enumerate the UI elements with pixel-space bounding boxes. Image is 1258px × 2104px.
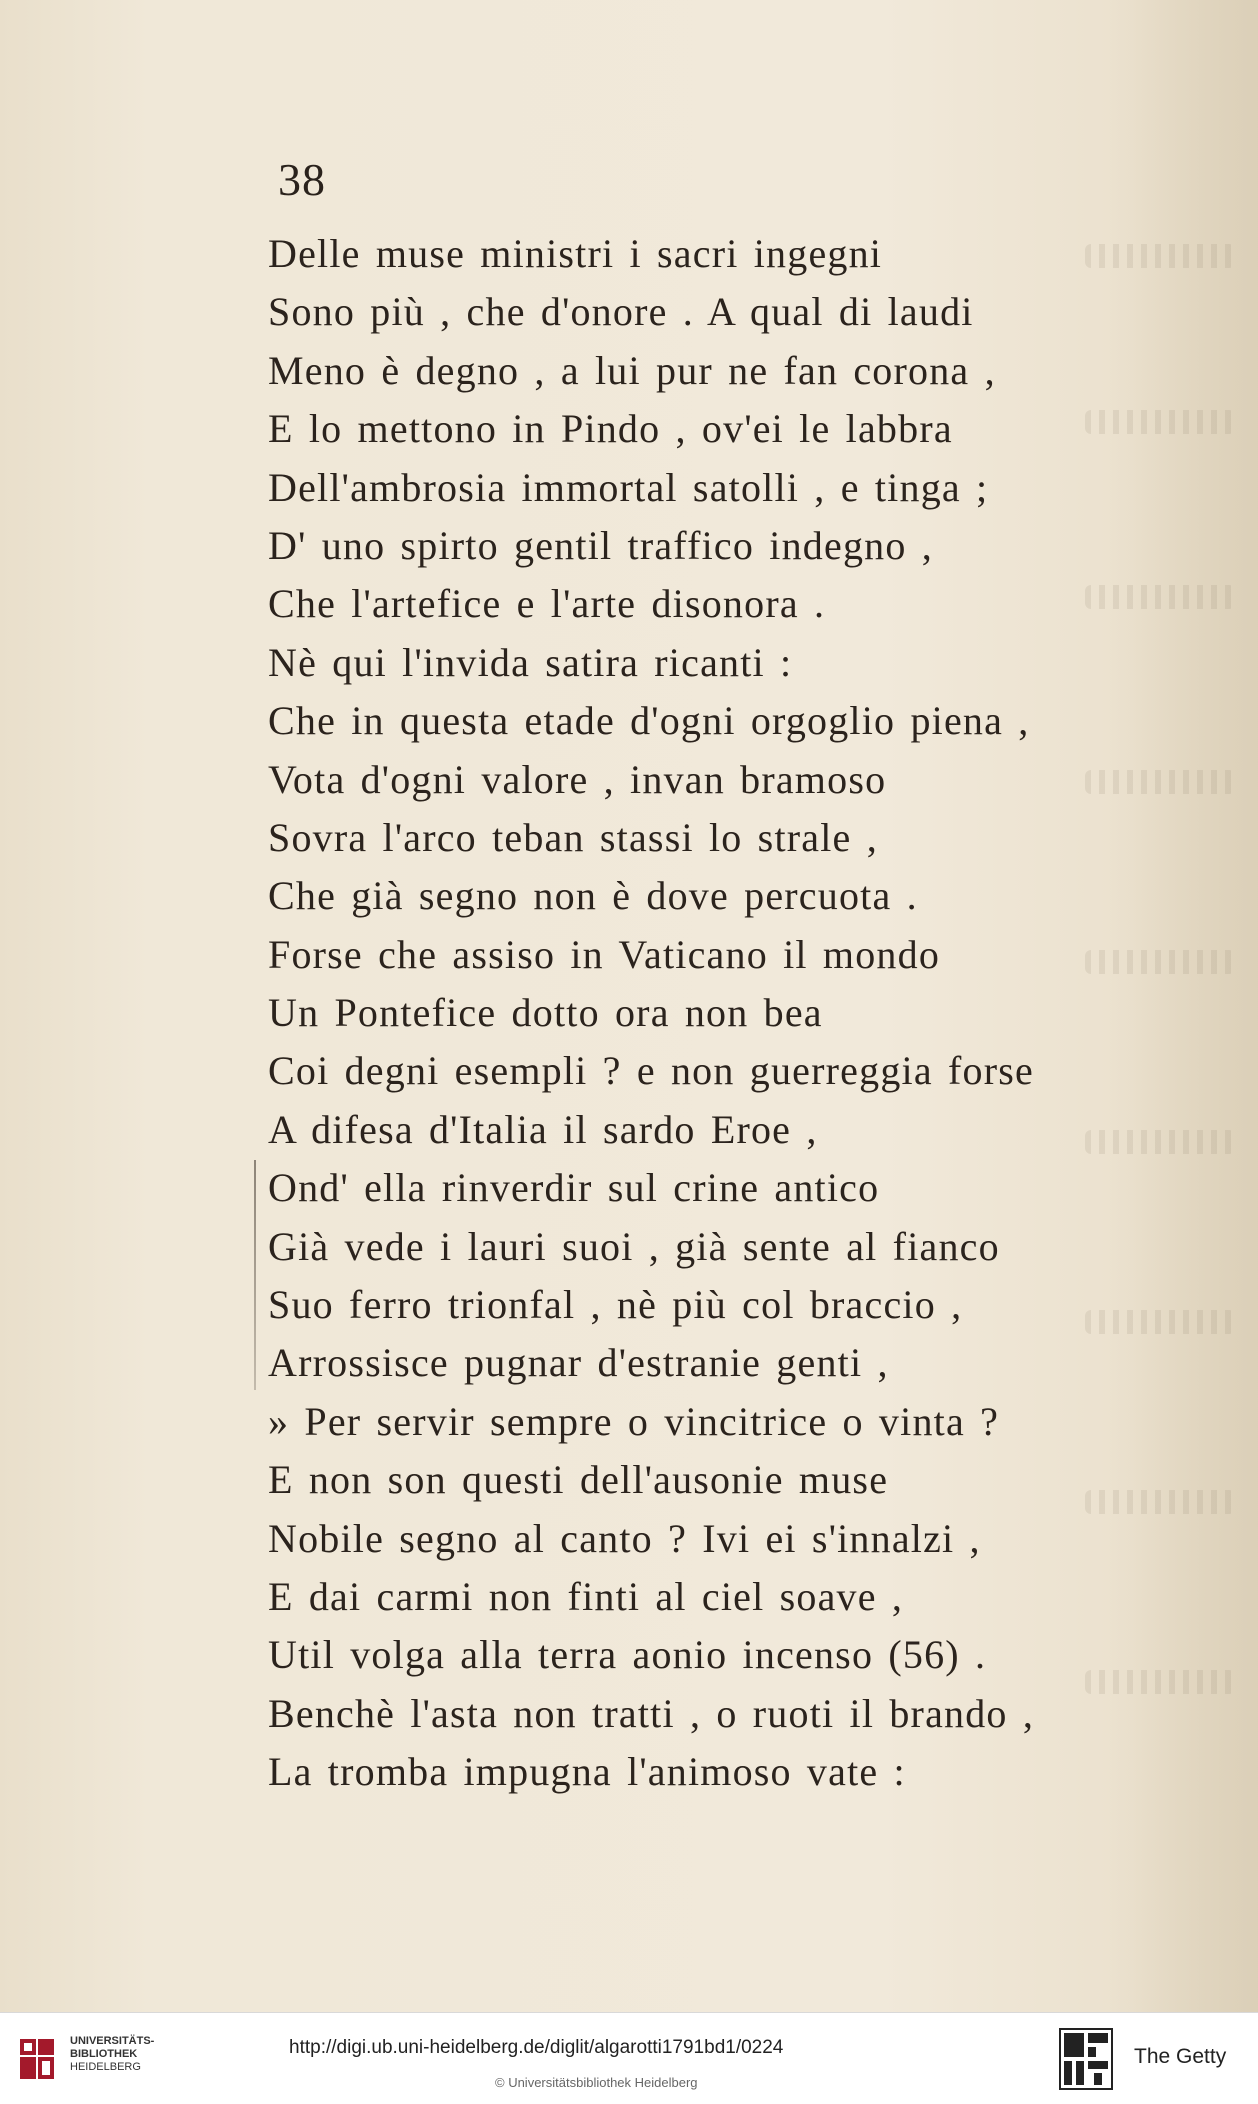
viewer-footer <box>0 2012 1258 2104</box>
library-name-line: HEIDELBERG <box>70 2061 141 2073</box>
verse-line: Nè qui l'invida satira ricanti : <box>268 639 793 685</box>
library-name[interactable] <box>70 2035 154 2074</box>
verse-line: Vota d'ogni valore , invan bramoso <box>268 756 887 802</box>
heidelberg-library-logo-icon[interactable] <box>14 2033 60 2085</box>
verse-line: Dell'ambrosia immortal satolli , e tinga ; <box>268 464 989 510</box>
verse-line: Nobile segno al canto ? Ivi ei s'innalzi , <box>268 1515 981 1561</box>
verse-line: Che in questa etade d'ogni orgoglio piena , <box>268 698 1030 744</box>
margin-pencil-mark <box>254 1160 256 1390</box>
verse-line: Arrossisce pugnar d'estranie genti , <box>268 1340 889 1386</box>
verse-line: D' uno spirto gentil traffico indegno , <box>268 522 933 568</box>
verse-line: Sono più , che d'onore . A qual di laudi <box>268 289 974 335</box>
verse-line: Sovra l'arco teban stassi lo strale , <box>268 814 878 860</box>
verse-line: Suo ferro trionfal , nè più col braccio , <box>268 1282 963 1328</box>
copyright-notice: © Universitätsbibliothek Heidelberg <box>495 2075 698 2090</box>
verse-line: Che già segno non è dove percuota . <box>268 873 918 919</box>
verse-line: » Per servir sempre o vincitrice o vinta ? <box>268 1398 1000 1444</box>
verse-line: Coi degni esempli ? e non guerreggia forse <box>268 1048 1034 1094</box>
verse-line: E lo mettono in Pindo , ov'ei le labbra <box>268 406 953 452</box>
getty-logo-icon[interactable] <box>1058 2027 1114 2091</box>
library-name-line: BIBLIOTHEK <box>70 2048 138 2060</box>
verse-line: Meno è degno , a lui pur ne fan corona , <box>268 347 996 393</box>
verse-line: E non son questi dell'ausonie muse <box>268 1457 889 1503</box>
poem-text <box>268 225 1148 1802</box>
verse-line: A difesa d'Italia il sardo Eroe , <box>268 1106 818 1152</box>
page-number: 38 <box>278 154 326 205</box>
verse-line: Ond' ella rinverdir sul crine antico <box>268 1165 880 1211</box>
library-name-line: UNIVERSITÄTS- <box>70 2035 155 2047</box>
getty-label[interactable]: The Getty <box>1134 2045 1227 2068</box>
verse-line: Delle muse ministri i sacri ingegni <box>268 231 883 276</box>
verse-line: Già vede i lauri suoi , già sente al fianco <box>268 1223 1000 1269</box>
verse-line: Che l'artefice e l'arte disonora . <box>268 581 826 627</box>
verse-line: Forse che assiso in Vaticano il mondo <box>268 931 941 977</box>
verse-line: Util volga alla terra aonio incenso (56) . <box>268 1632 987 1678</box>
verse-line: Benchè l'asta non tratti , o ruoti il brando , <box>268 1690 1035 1736</box>
verse-line: Un Pontefice dotto ora non bea <box>268 990 823 1036</box>
permalink-url[interactable]: http://digi.ub.uni-heidelberg.de/diglit/algarotti1791bd1/0224 <box>289 2037 784 2058</box>
verse-line: La tromba impugna l'animoso vate : <box>268 1749 906 1795</box>
verse-line: E dai carmi non finti al ciel soave , <box>268 1573 904 1619</box>
